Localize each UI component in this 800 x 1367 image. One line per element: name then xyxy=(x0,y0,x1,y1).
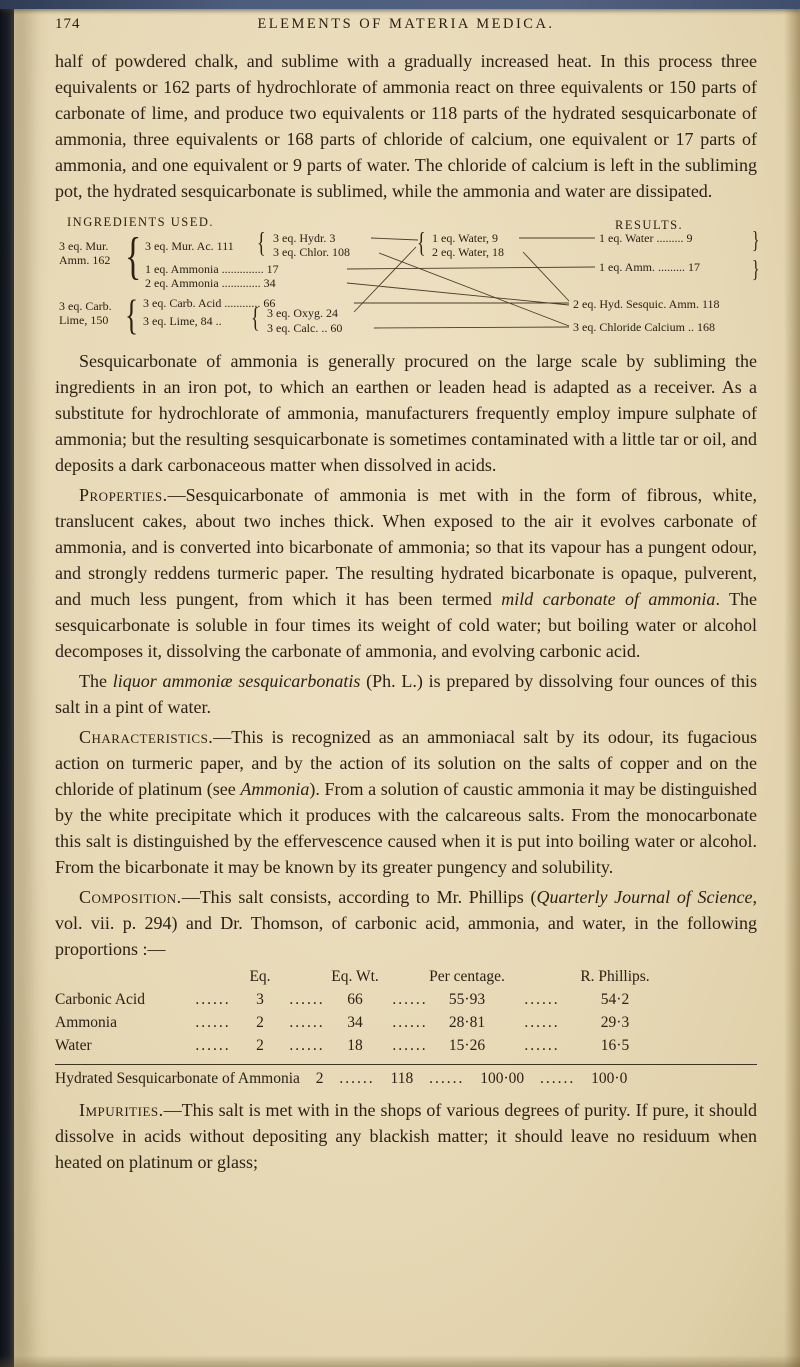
diagram-results-header: RESULTS. xyxy=(615,218,684,232)
percentage-value: 55·93 xyxy=(448,991,486,1008)
brace: } xyxy=(752,228,760,254)
result-water: 1 eq. Water ......... 9 xyxy=(599,231,693,245)
brace: { xyxy=(251,303,260,334)
dot-leader: ...... xyxy=(195,1014,231,1031)
phillips-value: 29·3 xyxy=(600,1014,630,1031)
page-number: 174 xyxy=(55,16,81,32)
paragraph-liquor xyxy=(55,668,757,720)
dot-leader: ...... xyxy=(289,991,325,1008)
eq-wt-value: 66 xyxy=(347,991,363,1008)
paragraph-impurities xyxy=(55,1097,757,1175)
carbonate-lime-label-line2: Lime, 150 xyxy=(59,313,109,327)
percentage-value: 28·81 xyxy=(448,1014,486,1031)
water-1eq-item: 1 eq. Water, 9 xyxy=(432,231,498,245)
scan-edge-bottom xyxy=(0,1355,800,1367)
eq-wt-value: 18 xyxy=(347,1037,363,1054)
properties-italic: mild carbonate of ammonia xyxy=(501,589,716,609)
hydrogen-item: 3 eq. Hydr. 3 xyxy=(273,231,336,245)
brace: } xyxy=(752,257,760,283)
row-label: Carbonic Acid xyxy=(55,991,145,1008)
row-label: Ammonia xyxy=(55,1014,117,1031)
brace: { xyxy=(257,228,266,259)
running-head: ELEMENTS OF MATERIA MEDICA. xyxy=(257,16,555,32)
composition-table xyxy=(55,968,757,1093)
table-header-row xyxy=(55,968,757,991)
eq-value: 2 xyxy=(315,1070,324,1087)
composition-text-2: , vol. vii. p. 294) and Dr. Thomson, of carbonic acid, ammonia, and water, in the following proportions :— xyxy=(55,887,757,959)
col-header-eq: Eq. xyxy=(249,968,271,985)
phillips-value: 16·5 xyxy=(600,1037,630,1054)
eq-value: 2 xyxy=(256,1014,264,1031)
muriate-ammonia-label-line1: 3 eq. Mur. xyxy=(59,239,109,253)
dot-leader: ...... xyxy=(392,1014,428,1031)
eq-value: 3 xyxy=(256,991,264,1008)
scan-edge-top xyxy=(0,0,800,9)
properties-heading: Properties. xyxy=(79,485,168,505)
col-header-eq-wt: Eq. Wt. xyxy=(331,968,379,985)
dot-leader: ...... xyxy=(524,1037,560,1054)
dot-leader: ...... xyxy=(540,1070,576,1087)
page-header xyxy=(55,16,757,38)
ammonia-2eq-item: 2 eq. Ammonia ............. 34 xyxy=(145,276,276,290)
row-label: Water xyxy=(55,1037,92,1054)
diagram-ingredients-header: INGREDIENTS USED. xyxy=(67,215,215,229)
characteristics-text-1: —This is recognized as an ammoniacal salt by its odour, its fugacious action on turmeric paper, and by the action of its solution on the salts of copper and on the chloride of platinum (see xyxy=(55,727,757,799)
dot-leader: ...... xyxy=(524,991,560,1008)
paragraph-composition xyxy=(55,884,757,962)
dot-leader: ...... xyxy=(429,1070,465,1087)
composition-text-1: —This salt consists, according to Mr. Phillips ( xyxy=(181,887,537,907)
col-header-phillips: R. Phillips. xyxy=(580,968,650,985)
brace: { xyxy=(125,228,142,285)
chlorine-item: 3 eq. Chlor. 108 xyxy=(273,245,350,259)
percentage-value: 15·26 xyxy=(448,1037,486,1054)
carbonate-lime-label-line1: 3 eq. Carb. xyxy=(59,299,112,313)
dot-leader: ...... xyxy=(195,1037,231,1054)
characteristics-text-2: ). From a solution of caustic ammonia it may be distinguished by the white precipitate which it produces with the calcareous salts. From the monocarbonate this salt is distinguished by the effervescence caused when it is put into boiling water or alcohol. From the bicarbonate it may be known by its greater pungency and solubility. xyxy=(55,779,757,877)
scan-edge-right xyxy=(784,0,800,1367)
result-chloride-calcium: 3 eq. Chloride Calcium .. 168 xyxy=(573,320,715,334)
result-ammonia: 1 eq. Amm. ......... 17 xyxy=(599,260,700,274)
liquor-italic: liquor ammoniæ sesquicarbonatis xyxy=(112,671,361,691)
dot-leader: ...... xyxy=(339,1070,375,1087)
eq-wt-value: 118 xyxy=(390,1070,414,1087)
col-header-percentage: Per centage. xyxy=(429,968,505,985)
phillips-value: 54·2 xyxy=(600,991,630,1008)
percentage-value: 100·00 xyxy=(480,1070,525,1087)
dot-leader: ...... xyxy=(195,991,231,1008)
dot-leader: ...... xyxy=(524,1014,560,1031)
composition-heading: Composition. xyxy=(79,887,182,907)
phillips-value: 100·0 xyxy=(591,1070,628,1087)
result-sesquicarbonate: 2 eq. Hyd. Sesquic. Amm. 118 xyxy=(573,297,720,311)
table-row xyxy=(55,1037,757,1060)
dot-leader: ...... xyxy=(289,1037,325,1054)
oxygen-item: 3 eq. Oxyg. 24 xyxy=(267,306,338,320)
properties-text-2: . The sesquicarbonate is soluble in four times its weight of cold water; but boiling water or alcohol decomposes it, dissolving the carbonate of ammonia, and evolving carbonic acid. xyxy=(55,589,757,661)
properties-text-1: —Sesquicarbonate of ammonia is met with in the form of fibrous, white, translucent cakes, about two inches thick. When exposed to the air it evolves carbonate of ammonia, and is converted into bicarbonate of ammonia; so that its vapour has a pungent odour, and strongly reddens turmeric paper. The resulting hydrated bicarbonate is opaque, pulverent, and much less pungent, from which it has been termed xyxy=(55,485,757,609)
eq-wt-value: 34 xyxy=(347,1014,363,1031)
dot-leader: ...... xyxy=(392,991,428,1008)
book-page xyxy=(55,16,760,1175)
dot-leader: ...... xyxy=(392,1037,428,1054)
ammonia-1eq-item: 1 eq. Ammonia .............. 17 xyxy=(145,262,279,276)
characteristics-heading: Characteristics. xyxy=(79,727,214,747)
liquor-text-1: The xyxy=(79,671,113,691)
characteristics-italic: Ammonia xyxy=(240,779,310,799)
paragraph-characteristics xyxy=(55,724,757,880)
row-label: Hydrated Sesquicarbonate of Ammonia xyxy=(55,1070,300,1087)
eq-value: 2 xyxy=(256,1037,264,1054)
liquor-text-2: (Ph. L.) is prepared by dissolving four ounces of this salt in a pint of water. xyxy=(55,671,757,717)
paragraph-properties xyxy=(55,482,757,664)
composition-italic: Quarterly Journal of Science xyxy=(536,887,753,907)
scan-edge-left xyxy=(0,0,14,1367)
dot-leader: ...... xyxy=(289,1014,325,1031)
table-row xyxy=(55,1014,757,1037)
table-rule xyxy=(55,1064,757,1065)
muriatic-acid-item: 3 eq. Mur. Ac. 111 xyxy=(145,239,234,253)
lime-item: 3 eq. Lime, 84 .. xyxy=(143,314,222,328)
muriate-ammonia-label-line2: Amm. 162 xyxy=(59,253,111,267)
paragraph-large-scale: Sesquicarbonate of ammonia is generally procured on the large scale by subliming the ingredients in an iron pot, to which an earthen or leaden head is adapted as a receiver. As a substitute for hydrochlorate of ammonia, manufacturers frequently employ impure sulphate of ammonia; but the resulting sesquicarbonate is sometimes contaminated with a little tar or oil, and deposits a dark carbonaceous matter when dissolved in acids. xyxy=(55,351,757,475)
impurities-text-1: —This salt is met with in the shops of various degrees of purity. If pure, it should dissolve in acids without depositing any blackish matter; it should leave no residuum when heated on platinum or glass; xyxy=(55,1100,757,1172)
table-total-row xyxy=(55,1070,757,1093)
water-2eq-item: 2 eq. Water, 18 xyxy=(432,245,504,259)
carbonic-acid-item: 3 eq. Carb. Acid ............ 66 xyxy=(143,296,276,310)
calcium-item: 3 eq. Calc. .. 60 xyxy=(267,321,343,335)
table-row xyxy=(55,991,757,1014)
equivalents-diagram xyxy=(49,216,794,342)
brace: { xyxy=(125,293,139,339)
impurities-heading: Impurities. xyxy=(79,1100,164,1120)
brace: { xyxy=(417,228,426,259)
paragraph-process: half of powdered chalk, and sublime with a gradually increased heat. In this process three equivalents or 162 parts of hydrochlorate of ammonia react on three equivalents or 150 parts of carbonate of lime, and produce two equivalents or 118 parts of the hydrated sesquicarbonate of ammonia, three equivalents or 168 parts of chloride of calcium, one equivalent or 17 parts of ammonia, and one equivalent or 9 parts of water. The chloride of calcium is left in the subliming pot, the hydrated sesquicarbonate is sublimed, while the ammonia and water are dissipated. xyxy=(55,51,757,201)
